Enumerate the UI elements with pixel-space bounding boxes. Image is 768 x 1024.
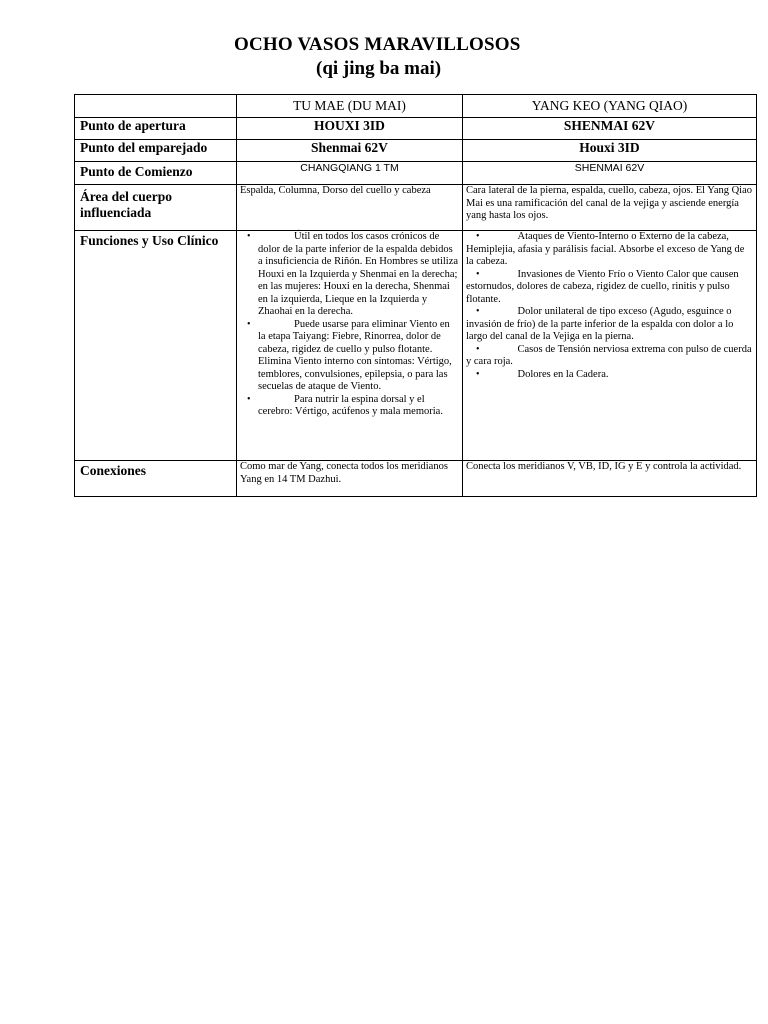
table-row-apertura xyxy=(75,118,757,140)
list-item: • Casos de Tensión nerviosa extrema con pulso de cuerda y cara roja. xyxy=(466,343,752,367)
bullet-icon: • xyxy=(476,231,480,242)
table-row-emparejado xyxy=(75,140,757,162)
cell-bullet-list xyxy=(237,231,463,461)
table-row-area xyxy=(75,185,757,231)
bullet-icon: • xyxy=(476,368,480,380)
bullet-icon: • xyxy=(247,393,251,405)
list-item: • Dolores en la Cadera. xyxy=(476,368,609,380)
table-row-funciones xyxy=(75,231,757,461)
cell-value: Conecta los meridianos V, VB, ID, IG y E y controla la actividad. xyxy=(463,461,757,497)
header-row xyxy=(75,95,757,118)
cell-value: SHENMAI 62V xyxy=(463,118,757,140)
row-label: Área del cuerpo influenciada xyxy=(75,185,237,231)
vessels-table xyxy=(74,94,757,497)
row-label: Funciones y Uso Clínico xyxy=(75,231,237,461)
bullet-icon: • xyxy=(476,343,480,355)
list-item: • Puede usarse para eliminar Viento en la etapa Taiyang: Fiebre, Rinorrea, dolor de cabeza, rigidez de cuello y pulso flotante. Elimina Viento interno con síntomas: Vértigo, temblores, convulsiones, epilepsia, o para las secuelas de ataque de Viento. xyxy=(247,318,452,392)
row-label: Punto de Comienzo xyxy=(75,162,237,185)
bullet-icon: • xyxy=(247,231,251,242)
cell-value: Houxi 3ID xyxy=(463,140,757,162)
header-cell-du-mai: TU MAE (DU MAI) xyxy=(237,95,463,118)
cell-value: Shenmai 62V xyxy=(237,140,463,162)
list-item: • Dolor unilateral de tipo exceso (Agudo, esguince o invasión de frío) de la parte inferior de la espalda con dolor a lo largo del canal de la Vejiga en la pierna. xyxy=(466,306,734,342)
cell-bullet-list xyxy=(463,231,757,461)
list-item: • Útil en todos los casos crónicos de dolor de la parte inferior de la espalda debidos a insuficiencia de Riñón. En Hombres se utiliza Houxi en la Izquierda y Shenmai en la derecha; en las mujeres: Houxi en la derecha, Shenmai en la izquierda, Lieque en la Izquierda y Zhaohai en la derecha. xyxy=(247,231,459,317)
bullet-icon: • xyxy=(476,306,480,317)
cell-value: Espalda, Columna, Dorso del cuello y cabeza xyxy=(237,185,463,231)
header-cell-yang-qiao: YANG KEO (YANG QIAO) xyxy=(463,95,757,118)
header-cell-empty xyxy=(75,95,237,118)
cell-value: SHENMAI 62V xyxy=(463,162,757,185)
bullet-icon: • xyxy=(247,318,251,330)
row-label: Punto de apertura xyxy=(75,118,237,140)
cell-value: CHANGQIANG 1 TM xyxy=(237,162,463,185)
cell-value: HOUXI 3ID xyxy=(237,118,463,140)
row-label: Punto del emparejado xyxy=(75,140,237,162)
list-item: • Para nutrir la espina dorsal y el cerebro: Vértigo, acúfenos y mala memoria. xyxy=(247,393,443,417)
row-label: Conexiones xyxy=(75,461,237,497)
document-title: OCHO VASOS MARAVILLOSOS xyxy=(234,34,521,55)
cell-value: Cara lateral de la pierna, espalda, cuello, cabeza, ojos. El Yang Qiao Mai es una ramificación del canal de la vejiga y asciende energía yang hasta los ojos. xyxy=(463,185,757,231)
list-item: • Ataques de Viento-Interno o Externo de la cabeza, Hemiplejia, afasia y parálisis facial. Absorbe el exceso de Yang de la cabeza. xyxy=(466,231,745,267)
list-item: • Invasiones de Viento Frío o Viento Calor que causen estornudos, dolores de cabeza, rigidez de cuello, rinitis y pulso flotante. xyxy=(466,268,739,305)
table-row-comienzo xyxy=(75,162,757,185)
table-row-conexiones xyxy=(75,461,757,497)
document-subtitle: (qi jing ba mai) xyxy=(316,58,442,79)
bullet-icon: • xyxy=(476,268,480,280)
cell-value: Como mar de Yang, conecta todos los meridianos Yang en 14 TM Dazhui. xyxy=(237,461,463,497)
